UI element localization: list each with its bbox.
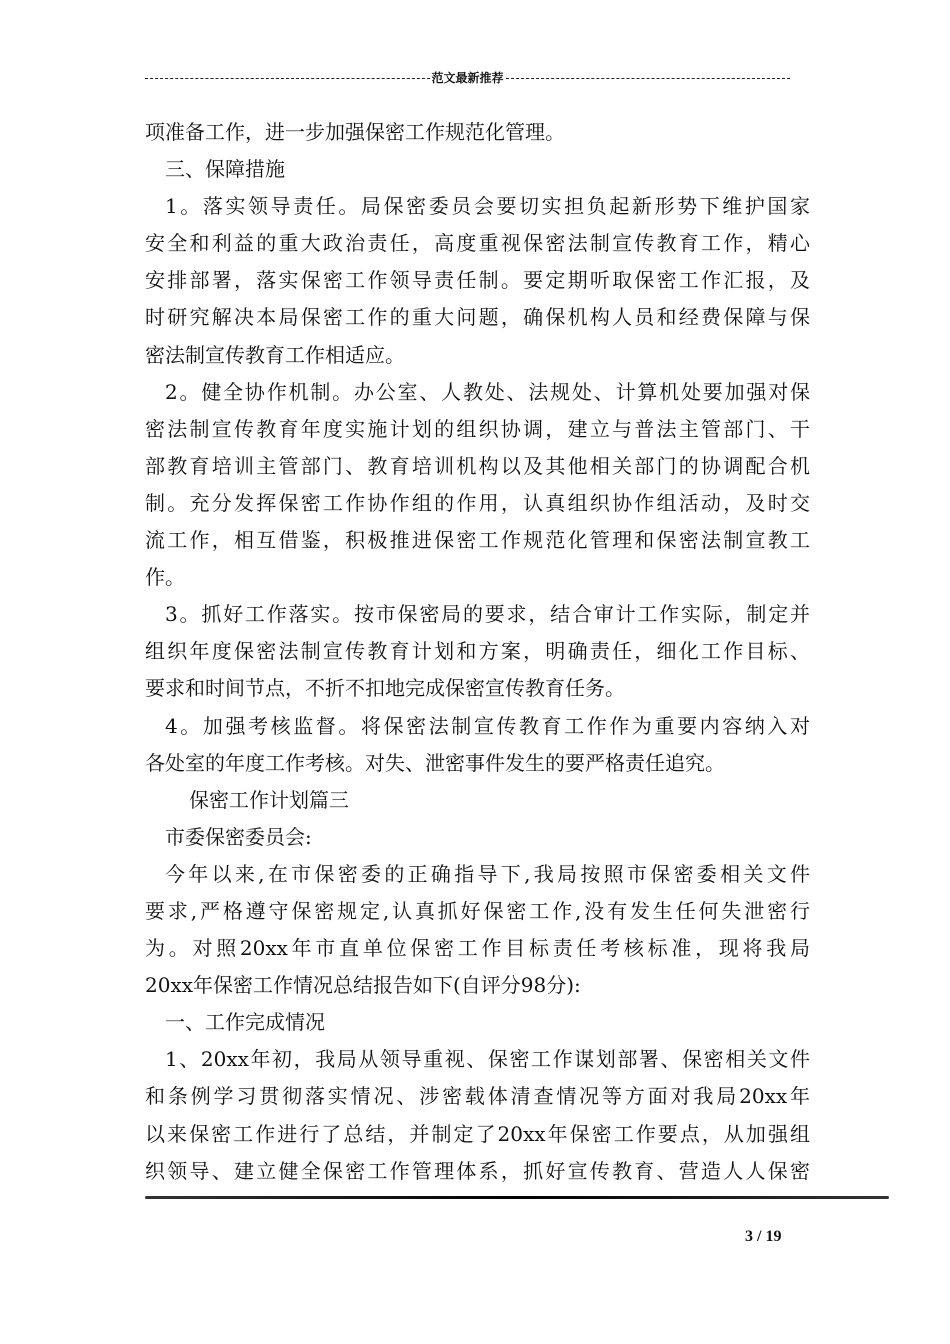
header-dashes-left bbox=[145, 78, 430, 79]
text-line: 和条例学习贯彻落实情况、涉密载体清查情况等方面对我局20xx年 bbox=[145, 1084, 810, 1109]
header-dashes-right bbox=[506, 78, 791, 79]
page-number: 3 / 19 bbox=[745, 1228, 782, 1245]
text-line: 织领导、建立健全保密工作管理体系，抓好宣传教育、营造人人保密 bbox=[145, 1158, 810, 1183]
text-line: 一、工作完成情况 bbox=[165, 1010, 325, 1035]
text-line: 2。健全协作机制。办公室、人教处、法规处、计算机处要加强对保 bbox=[165, 379, 810, 404]
text-line: 密法制宣传教育年度实施计划的组织协调，建立与普法主管部门、干 bbox=[145, 416, 810, 441]
text-line: 各处室的年度工作考核。对失、泄密事件发生的要严格责任追究。 bbox=[145, 750, 725, 775]
text-line: 以来保密工作进行了总结，并制定了20xx年保密工作要点，从加强组 bbox=[145, 1121, 810, 1146]
text-line: 安排部署，落实保密工作领导责任制。要定期听取保密工作汇报，及 bbox=[145, 268, 810, 293]
text-line: 三、保障措施 bbox=[165, 157, 285, 182]
page-header bbox=[145, 66, 790, 88]
text-line: 项准备工作，进一步加强保密工作规范化管理。 bbox=[145, 120, 565, 144]
text-line: 密法制宣传教育工作相适应。 bbox=[145, 342, 405, 367]
text-line: 20xx年保密工作情况总结报告如下(自评分98分): bbox=[145, 973, 581, 998]
footer-rule bbox=[145, 1196, 889, 1199]
text-line: 3。抓好工作落实。按市保密局的要求，结合审计工作实际，制定并 bbox=[165, 602, 810, 627]
text-line: 时研究解决本局保密工作的重大问题，确保机构人员和经费保障与保 bbox=[145, 305, 810, 330]
text-line: 要求和时间节点，不折不扣地完成保密宣传教育任务。 bbox=[145, 676, 625, 701]
text-line: 作。 bbox=[145, 565, 185, 590]
text-line: 要求,严格遵守保密规定,认真抓好保密工作,没有发生任何失泄密行 bbox=[145, 898, 810, 923]
text-line: 流工作，相互借鉴，积极推进保密工作规范化管理和保密法制宣教工 bbox=[145, 528, 810, 553]
header-title: 范文最新推荐 bbox=[431, 70, 504, 85]
text-line: 今年以来,在市保密委的正确指导下,我局按照市保密委相关文件 bbox=[165, 861, 810, 886]
text-line: 制。充分发挥保密工作协作组的作用，认真组织协作组活动，及时交 bbox=[145, 490, 810, 515]
text-line: 保密工作计划篇三 bbox=[189, 787, 349, 812]
text-line: 安全和利益的重大政治责任，高度重视保密法制宣传教育工作，精心 bbox=[145, 231, 810, 256]
text-line: 4。加强考核监督。将保密法制宣传教育工作作为重要内容纳入对 bbox=[165, 713, 810, 738]
text-line: 部教育培训主管部门、教育培训机构以及其他相关部门的协调配合机 bbox=[145, 453, 810, 478]
document-body bbox=[145, 114, 810, 1190]
text-line: 1。落实领导责任。局保密委员会要切实担负起新形势下维护国家 bbox=[165, 194, 810, 219]
text-line: 1、20xx年初，我局从领导重视、保密工作谋划部署、保密相关文件 bbox=[165, 1047, 810, 1072]
text-line: 市委保密委员会: bbox=[165, 824, 312, 849]
text-line: 组织年度保密法制宣传教育计划和方案，明确责任，细化工作目标、 bbox=[145, 639, 810, 664]
text-line: 为。对照20xx年市直单位保密工作目标责任考核标准，现将我局 bbox=[145, 936, 810, 961]
